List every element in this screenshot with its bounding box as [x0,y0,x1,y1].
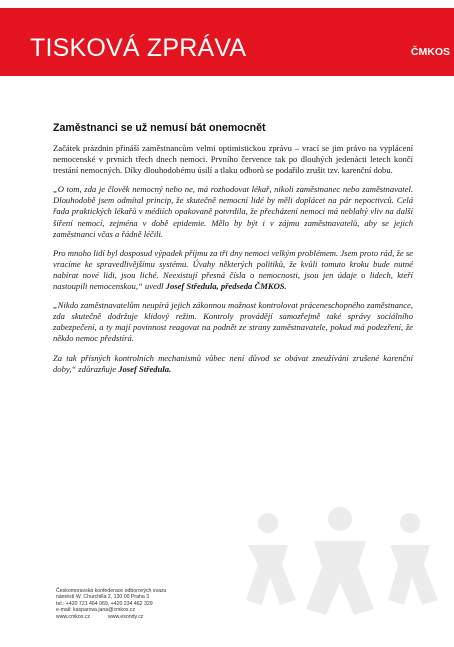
article-body [53,122,413,383]
footer-email[interactable]: e-mail: kasparova.jana@cmkos.cz [56,607,136,614]
article-paragraph: Začátek prázdnin přináší zaměstnancům velmi optimistickou zprávu – vrací se jim právo na vyplácení nemocenské v prvních třech dnech nemoci. Prvního července tak po dlouhých jedenácti letech končí trestání nemocných. Díky dlouhodobému úsilí a tlaku odborů se podařilo zrušit tzv. karenční dobu. [53,143,413,176]
cmkos-figures-watermark-icon [240,505,440,625]
footer-org: Českomoravská konfederace odborových svazu [56,588,167,594]
article-quote [53,353,413,375]
header-org-logo: ČMKOS [410,46,450,58]
article-headline: Zaměstnanci se už nemusí bát onemocnět [53,122,266,134]
quote-text: Za tak přísných kontrolních mechanismů vůbec není důvod se obávat zneužívání zrušené karenční doby,“ zdůrazňuje [53,352,413,374]
article-quote: „O tom, zda je člověk nemocný nebo ne, má rozhodovat lékař, nikoli zaměstnanec nebo zaměstnavatel. Dlouhodobě jsem odmítal princip, že skutečně nemocní lidé by měli doplácet na pár nepoctivců. Celá řada praktických lékařů v médiích opakovaně potvrdila, že přecházení nemoci má neblahý vliv na další šíření nemocí, zejména v době epidemie. Mělo by být i v zájmu zaměstnavatelů, aby se jejich zaměstnanci včas a řádně léčili. [53,184,413,239]
article-quote: „Nikdo zaměstnavatelům neupírá jejich zákonnou možnost kontrolovat práceneschopného zaměstnance, zda skutečně dodržuje klidový režim. Kontroly provádějí samozřejmě také správy sociálního zabezpečení, a ty mají povinnost reagovat na podnět ze strany zaměstnavatele, pokud má podezření, že někdo nemoc předstírá. [53,300,413,344]
quote-speaker: Josef Středula, předseda ČMKOS. [165,281,287,292]
footer-web-link[interactable]: www.esondy.cz [108,613,144,620]
footer-address: náměstí W. Churchilla 2, 130 00 Praha 3 [56,594,150,601]
quote-speaker: Josef Středula. [118,363,172,374]
footer-web-link[interactable]: www.cmkos.cz [56,613,91,620]
quote-text: Pro mnoho lidí byl dosposud výpadek příjmu za tři dny nemoci velkým problémem. Jsem proto rád, že se vracíme ke spravedlivějšímu systému. Úvahy některých politiků, že kvůli tomuto kroku bude nutné nabírat nové lidi, jsou liché. Neexistují přesná čísla o nemocnosti, jsou jen údaje o lidech, kteří nastoupili nemocenskou,“ uvedl [53,247,413,292]
footer-web-links [56,614,236,620]
footer-contact [56,588,236,620]
article-quote [53,248,413,292]
header-title: TISKOVÁ ZPRÁVA [30,34,247,62]
header-band [0,8,454,76]
footer-phone: tel.: +420 721 464 069, +420 234 462 329 [56,600,153,607]
